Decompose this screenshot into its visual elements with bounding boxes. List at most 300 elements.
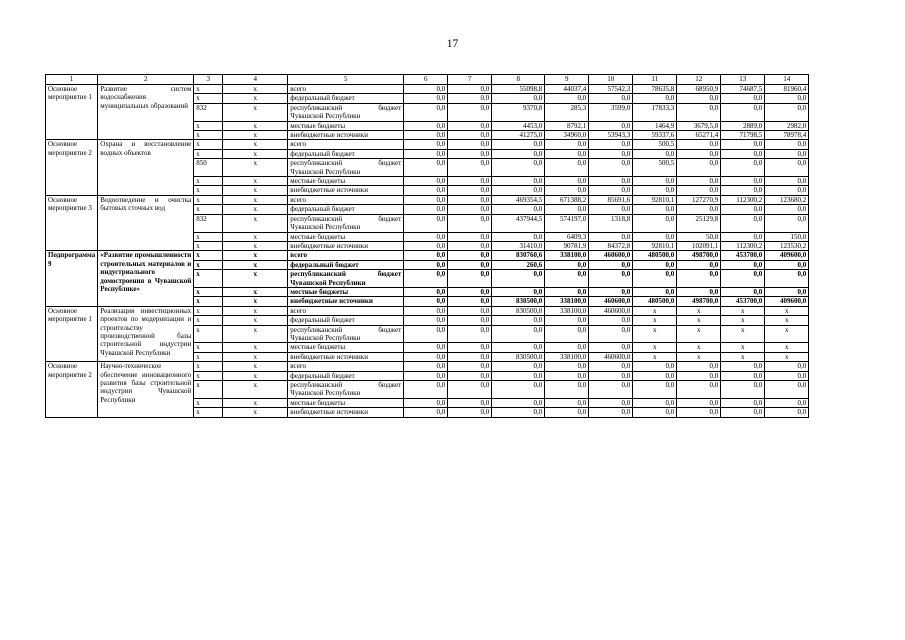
value-cell: 0,0: [448, 121, 492, 130]
value-cell: 0,0: [633, 186, 677, 195]
value-cell: 0,0: [765, 177, 809, 186]
funding-source: внебюджетные источники: [288, 297, 404, 306]
value-cell: 0,0: [404, 205, 448, 214]
value-cell: 0,0: [721, 408, 765, 417]
budget-code: 832: [194, 103, 223, 121]
funding-source: всего: [288, 140, 404, 149]
value-cell: 0,0: [765, 186, 809, 195]
value-cell: 409600,0: [765, 297, 809, 306]
value-cell: 0,0: [448, 260, 492, 269]
classification-code: x: [223, 177, 288, 186]
value-cell: 0,0: [721, 159, 765, 177]
value-cell: 0,0: [492, 381, 545, 399]
value-cell: 338100,0: [545, 352, 589, 361]
value-cell: 0,0: [677, 177, 721, 186]
value-cell: 0,0: [545, 371, 589, 380]
column-number: 1: [46, 75, 98, 85]
classification-code: x: [223, 140, 288, 149]
value-cell: 0,0: [589, 149, 633, 158]
classification-code: x: [223, 131, 288, 140]
value-cell: 0,0: [448, 316, 492, 325]
value-cell: 50,0: [677, 232, 721, 241]
funding-source: всего: [288, 306, 404, 315]
value-cell: 0,0: [633, 260, 677, 269]
value-cell: 0,0: [545, 316, 589, 325]
value-cell: 500,5: [633, 140, 677, 149]
value-cell: 498700,0: [677, 251, 721, 260]
value-cell: 57542,3: [589, 85, 633, 94]
value-cell: 0,0: [404, 159, 448, 177]
event-name: Основное мероприятие 3: [46, 195, 98, 250]
value-cell: 0,0: [404, 381, 448, 399]
value-cell: 0,0: [404, 177, 448, 186]
value-cell: 102091,1: [677, 241, 721, 250]
budget-code: x: [194, 325, 223, 343]
value-cell: 0,0: [677, 140, 721, 149]
value-cell: 469354,5: [492, 195, 545, 204]
funding-source: местные бюджеты: [288, 398, 404, 407]
budget-code: x: [194, 408, 223, 417]
value-cell: 0,0: [589, 381, 633, 399]
value-cell: 3599,0: [589, 103, 633, 121]
value-cell: 92810,1: [633, 195, 677, 204]
value-cell: x: [633, 352, 677, 361]
value-cell: 0,0: [448, 85, 492, 94]
value-cell: 0,0: [721, 260, 765, 269]
funding-source: республиканский бюджет Чувашской Республики: [288, 270, 404, 288]
funding-source: всего: [288, 195, 404, 204]
classification-code: x: [223, 260, 288, 269]
value-cell: 0,0: [633, 362, 677, 371]
value-cell: 0,0: [404, 260, 448, 269]
column-number: 10: [589, 75, 633, 85]
value-cell: 34960,0: [545, 131, 589, 140]
funding-source: внебюджетные источники: [288, 352, 404, 361]
value-cell: 0,0: [448, 103, 492, 121]
budget-code: x: [194, 287, 223, 296]
value-cell: 6409,3: [545, 232, 589, 241]
value-cell: 0,0: [589, 94, 633, 103]
value-cell: x: [633, 316, 677, 325]
value-cell: 0,0: [677, 287, 721, 296]
budget-code: 850: [194, 159, 223, 177]
value-cell: 0,0: [404, 325, 448, 343]
value-cell: 0,0: [448, 297, 492, 306]
value-cell: 0,0: [404, 297, 448, 306]
funding-source: республиканский бюджет Чувашской Республики: [288, 325, 404, 343]
value-cell: 0,0: [633, 381, 677, 399]
value-cell: 0,0: [545, 140, 589, 149]
value-cell: 123680,2: [765, 195, 809, 204]
event-description: «Развитие промышленности строительных материалов и индустриального домостроения в Чувашской Республике»: [98, 251, 194, 306]
value-cell: 55098,8: [492, 85, 545, 94]
budget-code: x: [194, 352, 223, 361]
column-number: 14: [765, 75, 809, 85]
funding-source: республиканский бюджет Чувашской Республики: [288, 103, 404, 121]
value-cell: 2889,0: [721, 121, 765, 130]
funding-source: внебюджетные источники: [288, 186, 404, 195]
value-cell: 0,0: [404, 251, 448, 260]
budget-code: x: [194, 306, 223, 315]
funding-source: внебюджетные источники: [288, 408, 404, 417]
value-cell: 0,0: [633, 177, 677, 186]
value-cell: 0,0: [448, 408, 492, 417]
budget-code: x: [194, 186, 223, 195]
budget-code: x: [194, 195, 223, 204]
value-cell: 0,0: [765, 214, 809, 232]
value-cell: x: [677, 343, 721, 352]
value-cell: 0,0: [721, 214, 765, 232]
value-cell: 0,0: [404, 149, 448, 158]
value-cell: 0,0: [633, 371, 677, 380]
value-cell: 0,0: [492, 232, 545, 241]
value-cell: 71798,5: [721, 131, 765, 140]
value-cell: 0,0: [677, 149, 721, 158]
budget-code: x: [194, 398, 223, 407]
table-row: [46, 195, 809, 204]
value-cell: 85691,6: [589, 195, 633, 204]
value-cell: 0,0: [492, 343, 545, 352]
value-cell: 0,0: [448, 270, 492, 288]
budget-code: x: [194, 131, 223, 140]
value-cell: 0,0: [721, 381, 765, 399]
budget-code: x: [194, 260, 223, 269]
column-number: 12: [677, 75, 721, 85]
page-number: 17: [446, 38, 459, 50]
value-cell: 0,0: [448, 186, 492, 195]
value-cell: x: [677, 316, 721, 325]
value-cell: 0,0: [765, 103, 809, 121]
classification-code: x: [223, 325, 288, 343]
classification-code: x: [223, 121, 288, 130]
value-cell: 0,0: [721, 94, 765, 103]
value-cell: 0,0: [677, 371, 721, 380]
value-cell: 0,0: [404, 306, 448, 315]
classification-code: x: [223, 85, 288, 94]
funding-table: [45, 74, 809, 418]
value-cell: 90781,9: [545, 241, 589, 250]
value-cell: 0,0: [633, 149, 677, 158]
value-cell: 0,0: [633, 398, 677, 407]
classification-code: x: [223, 205, 288, 214]
value-cell: 150,0: [765, 232, 809, 241]
value-cell: 0,0: [404, 94, 448, 103]
value-cell: 0,0: [765, 287, 809, 296]
value-cell: 0,0: [765, 270, 809, 288]
value-cell: 8792,1: [545, 121, 589, 130]
budget-code: x: [194, 241, 223, 250]
value-cell: 0,0: [492, 362, 545, 371]
value-cell: 453700,0: [721, 251, 765, 260]
budget-code: x: [194, 232, 223, 241]
value-cell: 84372,8: [589, 241, 633, 250]
value-cell: 92810,1: [633, 241, 677, 250]
value-cell: x: [765, 352, 809, 361]
value-cell: x: [677, 352, 721, 361]
classification-code: x: [223, 251, 288, 260]
value-cell: 0,0: [448, 195, 492, 204]
value-cell: 498700,0: [677, 297, 721, 306]
value-cell: 112300,2: [721, 195, 765, 204]
value-cell: x: [765, 325, 809, 343]
column-number: 7: [448, 75, 492, 85]
value-cell: 0,0: [448, 149, 492, 158]
value-cell: 0,0: [448, 381, 492, 399]
value-cell: 0,0: [589, 343, 633, 352]
budget-code: x: [194, 85, 223, 94]
value-cell: 0,0: [448, 352, 492, 361]
value-cell: 0,0: [448, 232, 492, 241]
value-cell: 0,0: [677, 398, 721, 407]
value-cell: 0,0: [677, 94, 721, 103]
value-cell: x: [721, 352, 765, 361]
event-name: Основное мероприятие 1: [46, 306, 98, 361]
value-cell: 81960,4: [765, 85, 809, 94]
value-cell: 0,0: [721, 186, 765, 195]
value-cell: 0,0: [492, 205, 545, 214]
value-cell: 41275,0: [492, 131, 545, 140]
value-cell: 0,0: [404, 371, 448, 380]
value-cell: 0,0: [721, 270, 765, 288]
budget-code: x: [194, 297, 223, 306]
classification-code: x: [223, 186, 288, 195]
column-number-row: [46, 75, 809, 85]
value-cell: 0,0: [545, 325, 589, 343]
value-cell: 0,0: [448, 398, 492, 407]
value-cell: 0,0: [545, 177, 589, 186]
value-cell: 65271,4: [677, 131, 721, 140]
value-cell: 0,0: [545, 94, 589, 103]
classification-code: x: [223, 94, 288, 103]
value-cell: 0,0: [404, 186, 448, 195]
value-cell: 0,0: [589, 186, 633, 195]
value-cell: 0,0: [492, 316, 545, 325]
event-description: Научно-техническое обеспечение инновационного развития базы строительной индустрии Чувашской Республики: [98, 362, 194, 417]
value-cell: 0,0: [492, 270, 545, 288]
value-cell: 0,0: [721, 232, 765, 241]
value-cell: 0,0: [404, 232, 448, 241]
value-cell: 0,0: [448, 371, 492, 380]
funding-source: федеральный бюджет: [288, 205, 404, 214]
value-cell: 285,3: [545, 103, 589, 121]
funding-source: республиканский бюджет Чувашской Республики: [288, 159, 404, 177]
value-cell: 0,0: [589, 159, 633, 177]
budget-code: x: [194, 121, 223, 130]
value-cell: 0,0: [448, 251, 492, 260]
value-cell: 0,0: [448, 214, 492, 232]
value-cell: 127270,9: [677, 195, 721, 204]
classification-code: x: [223, 159, 288, 177]
budget-code: x: [194, 316, 223, 325]
value-cell: 0,0: [404, 352, 448, 361]
value-cell: 0,0: [765, 260, 809, 269]
value-cell: 0,0: [721, 205, 765, 214]
value-cell: 0,0: [545, 408, 589, 417]
budget-code: x: [194, 251, 223, 260]
value-cell: 0,0: [545, 186, 589, 195]
value-cell: 0,0: [492, 408, 545, 417]
value-cell: 0,0: [677, 381, 721, 399]
value-cell: 0,0: [545, 205, 589, 214]
value-cell: x: [677, 325, 721, 343]
value-cell: 25129,8: [677, 214, 721, 232]
value-cell: 0,0: [448, 94, 492, 103]
event-description: Реализация инвестиционных проектов по модернизации и строительству производственной базы строительной индустрии Чувашской Республики: [98, 306, 194, 361]
value-cell: 260,6: [492, 260, 545, 269]
table-row: [46, 140, 809, 149]
funding-source: местные бюджеты: [288, 121, 404, 130]
value-cell: x: [721, 325, 765, 343]
event-description: Охрана и восстановление водных объектов: [98, 140, 194, 195]
value-cell: x: [677, 306, 721, 315]
classification-code: x: [223, 381, 288, 399]
value-cell: 0,0: [633, 270, 677, 288]
funding-source: федеральный бюджет: [288, 149, 404, 158]
value-cell: 0,0: [765, 371, 809, 380]
value-cell: 0,0: [721, 362, 765, 371]
value-cell: 0,0: [765, 381, 809, 399]
value-cell: 338100,0: [545, 251, 589, 260]
value-cell: 830500,0: [492, 352, 545, 361]
value-cell: 0,0: [492, 149, 545, 158]
table-row: [46, 306, 809, 315]
value-cell: 0,0: [404, 316, 448, 325]
value-cell: 0,0: [633, 408, 677, 417]
value-cell: 4453,0: [492, 121, 545, 130]
value-cell: 0,0: [404, 241, 448, 250]
value-cell: 0,0: [404, 270, 448, 288]
value-cell: 0,0: [589, 398, 633, 407]
classification-code: x: [223, 270, 288, 288]
value-cell: 0,0: [448, 205, 492, 214]
value-cell: x: [721, 316, 765, 325]
value-cell: 0,0: [492, 186, 545, 195]
value-cell: 74687,5: [721, 85, 765, 94]
value-cell: 0,0: [677, 270, 721, 288]
value-cell: x: [721, 306, 765, 315]
funding-source: всего: [288, 251, 404, 260]
value-cell: 0,0: [589, 316, 633, 325]
value-cell: 0,0: [589, 177, 633, 186]
value-cell: 0,0: [492, 177, 545, 186]
value-cell: 17833,3: [633, 103, 677, 121]
value-cell: 0,0: [677, 205, 721, 214]
column-number: 11: [633, 75, 677, 85]
value-cell: 0,0: [765, 408, 809, 417]
budget-code: x: [194, 381, 223, 399]
value-cell: 480500,0: [633, 251, 677, 260]
value-cell: 0,0: [545, 381, 589, 399]
value-cell: 0,0: [677, 186, 721, 195]
value-cell: 0,0: [721, 140, 765, 149]
value-cell: 460600,0: [589, 306, 633, 315]
value-cell: 0,0: [721, 398, 765, 407]
value-cell: x: [633, 306, 677, 315]
value-cell: 0,0: [545, 260, 589, 269]
value-cell: 78978,4: [765, 131, 809, 140]
column-number: 2: [98, 75, 194, 85]
table-row: [46, 85, 809, 94]
event-description: Развитие систем водоснабжения муниципальных образований: [98, 85, 194, 140]
value-cell: 0,0: [404, 214, 448, 232]
value-cell: 0,0: [589, 325, 633, 343]
funding-source: федеральный бюджет: [288, 260, 404, 269]
value-cell: 460600,0: [589, 251, 633, 260]
event-name: Основное мероприятие 2: [46, 140, 98, 195]
value-cell: 1464,9: [633, 121, 677, 130]
classification-code: x: [223, 352, 288, 361]
column-number: 9: [545, 75, 589, 85]
value-cell: 0,0: [765, 94, 809, 103]
value-cell: 0,0: [589, 287, 633, 296]
value-cell: 0,0: [404, 408, 448, 417]
value-cell: 112300,2: [721, 241, 765, 250]
classification-code: x: [223, 362, 288, 371]
value-cell: 0,0: [545, 343, 589, 352]
funding-source: республиканский бюджет Чувашской Республики: [288, 214, 404, 232]
value-cell: 0,0: [545, 270, 589, 288]
value-cell: 0,0: [633, 232, 677, 241]
funding-source: федеральный бюджет: [288, 316, 404, 325]
value-cell: 0,0: [589, 362, 633, 371]
value-cell: 0,0: [545, 159, 589, 177]
funding-source: всего: [288, 362, 404, 371]
column-number: 5: [288, 75, 404, 85]
funding-source: внебюджетные источники: [288, 241, 404, 250]
budget-code: x: [194, 205, 223, 214]
funding-source: местные бюджеты: [288, 177, 404, 186]
value-cell: 671388,2: [545, 195, 589, 204]
value-cell: x: [765, 306, 809, 315]
value-cell: 0,0: [765, 362, 809, 371]
value-cell: 1318,8: [589, 214, 633, 232]
budget-code: x: [194, 371, 223, 380]
budget-code: x: [194, 177, 223, 186]
value-cell: 437944,5: [492, 214, 545, 232]
value-cell: 0,0: [492, 398, 545, 407]
value-cell: 3679,5,0: [677, 121, 721, 130]
value-cell: 0,0: [492, 94, 545, 103]
value-cell: 0,0: [448, 343, 492, 352]
value-cell: x: [765, 343, 809, 352]
budget-code: x: [194, 362, 223, 371]
value-cell: 123530,2: [765, 241, 809, 250]
value-cell: 409600,0: [765, 251, 809, 260]
value-cell: 0,0: [765, 398, 809, 407]
event-name: Подпрограмма 9: [46, 251, 98, 306]
value-cell: 830500,0: [492, 297, 545, 306]
value-cell: 0,0: [721, 177, 765, 186]
value-cell: 0,0: [677, 362, 721, 371]
value-cell: 0,0: [404, 195, 448, 204]
value-cell: x: [633, 325, 677, 343]
value-cell: 0,0: [677, 260, 721, 269]
value-cell: 0,0: [589, 140, 633, 149]
value-cell: 0,0: [492, 287, 545, 296]
classification-code: x: [223, 241, 288, 250]
classification-code: x: [223, 408, 288, 417]
value-cell: 574197,0: [545, 214, 589, 232]
value-cell: 0,0: [721, 103, 765, 121]
value-cell: 460600,0: [589, 297, 633, 306]
value-cell: 0,0: [404, 85, 448, 94]
value-cell: 0,0: [404, 343, 448, 352]
value-cell: 0,0: [589, 270, 633, 288]
value-cell: 830760,6: [492, 251, 545, 260]
budget-code: x: [194, 149, 223, 158]
value-cell: 0,0: [589, 205, 633, 214]
table-body: [46, 75, 809, 418]
